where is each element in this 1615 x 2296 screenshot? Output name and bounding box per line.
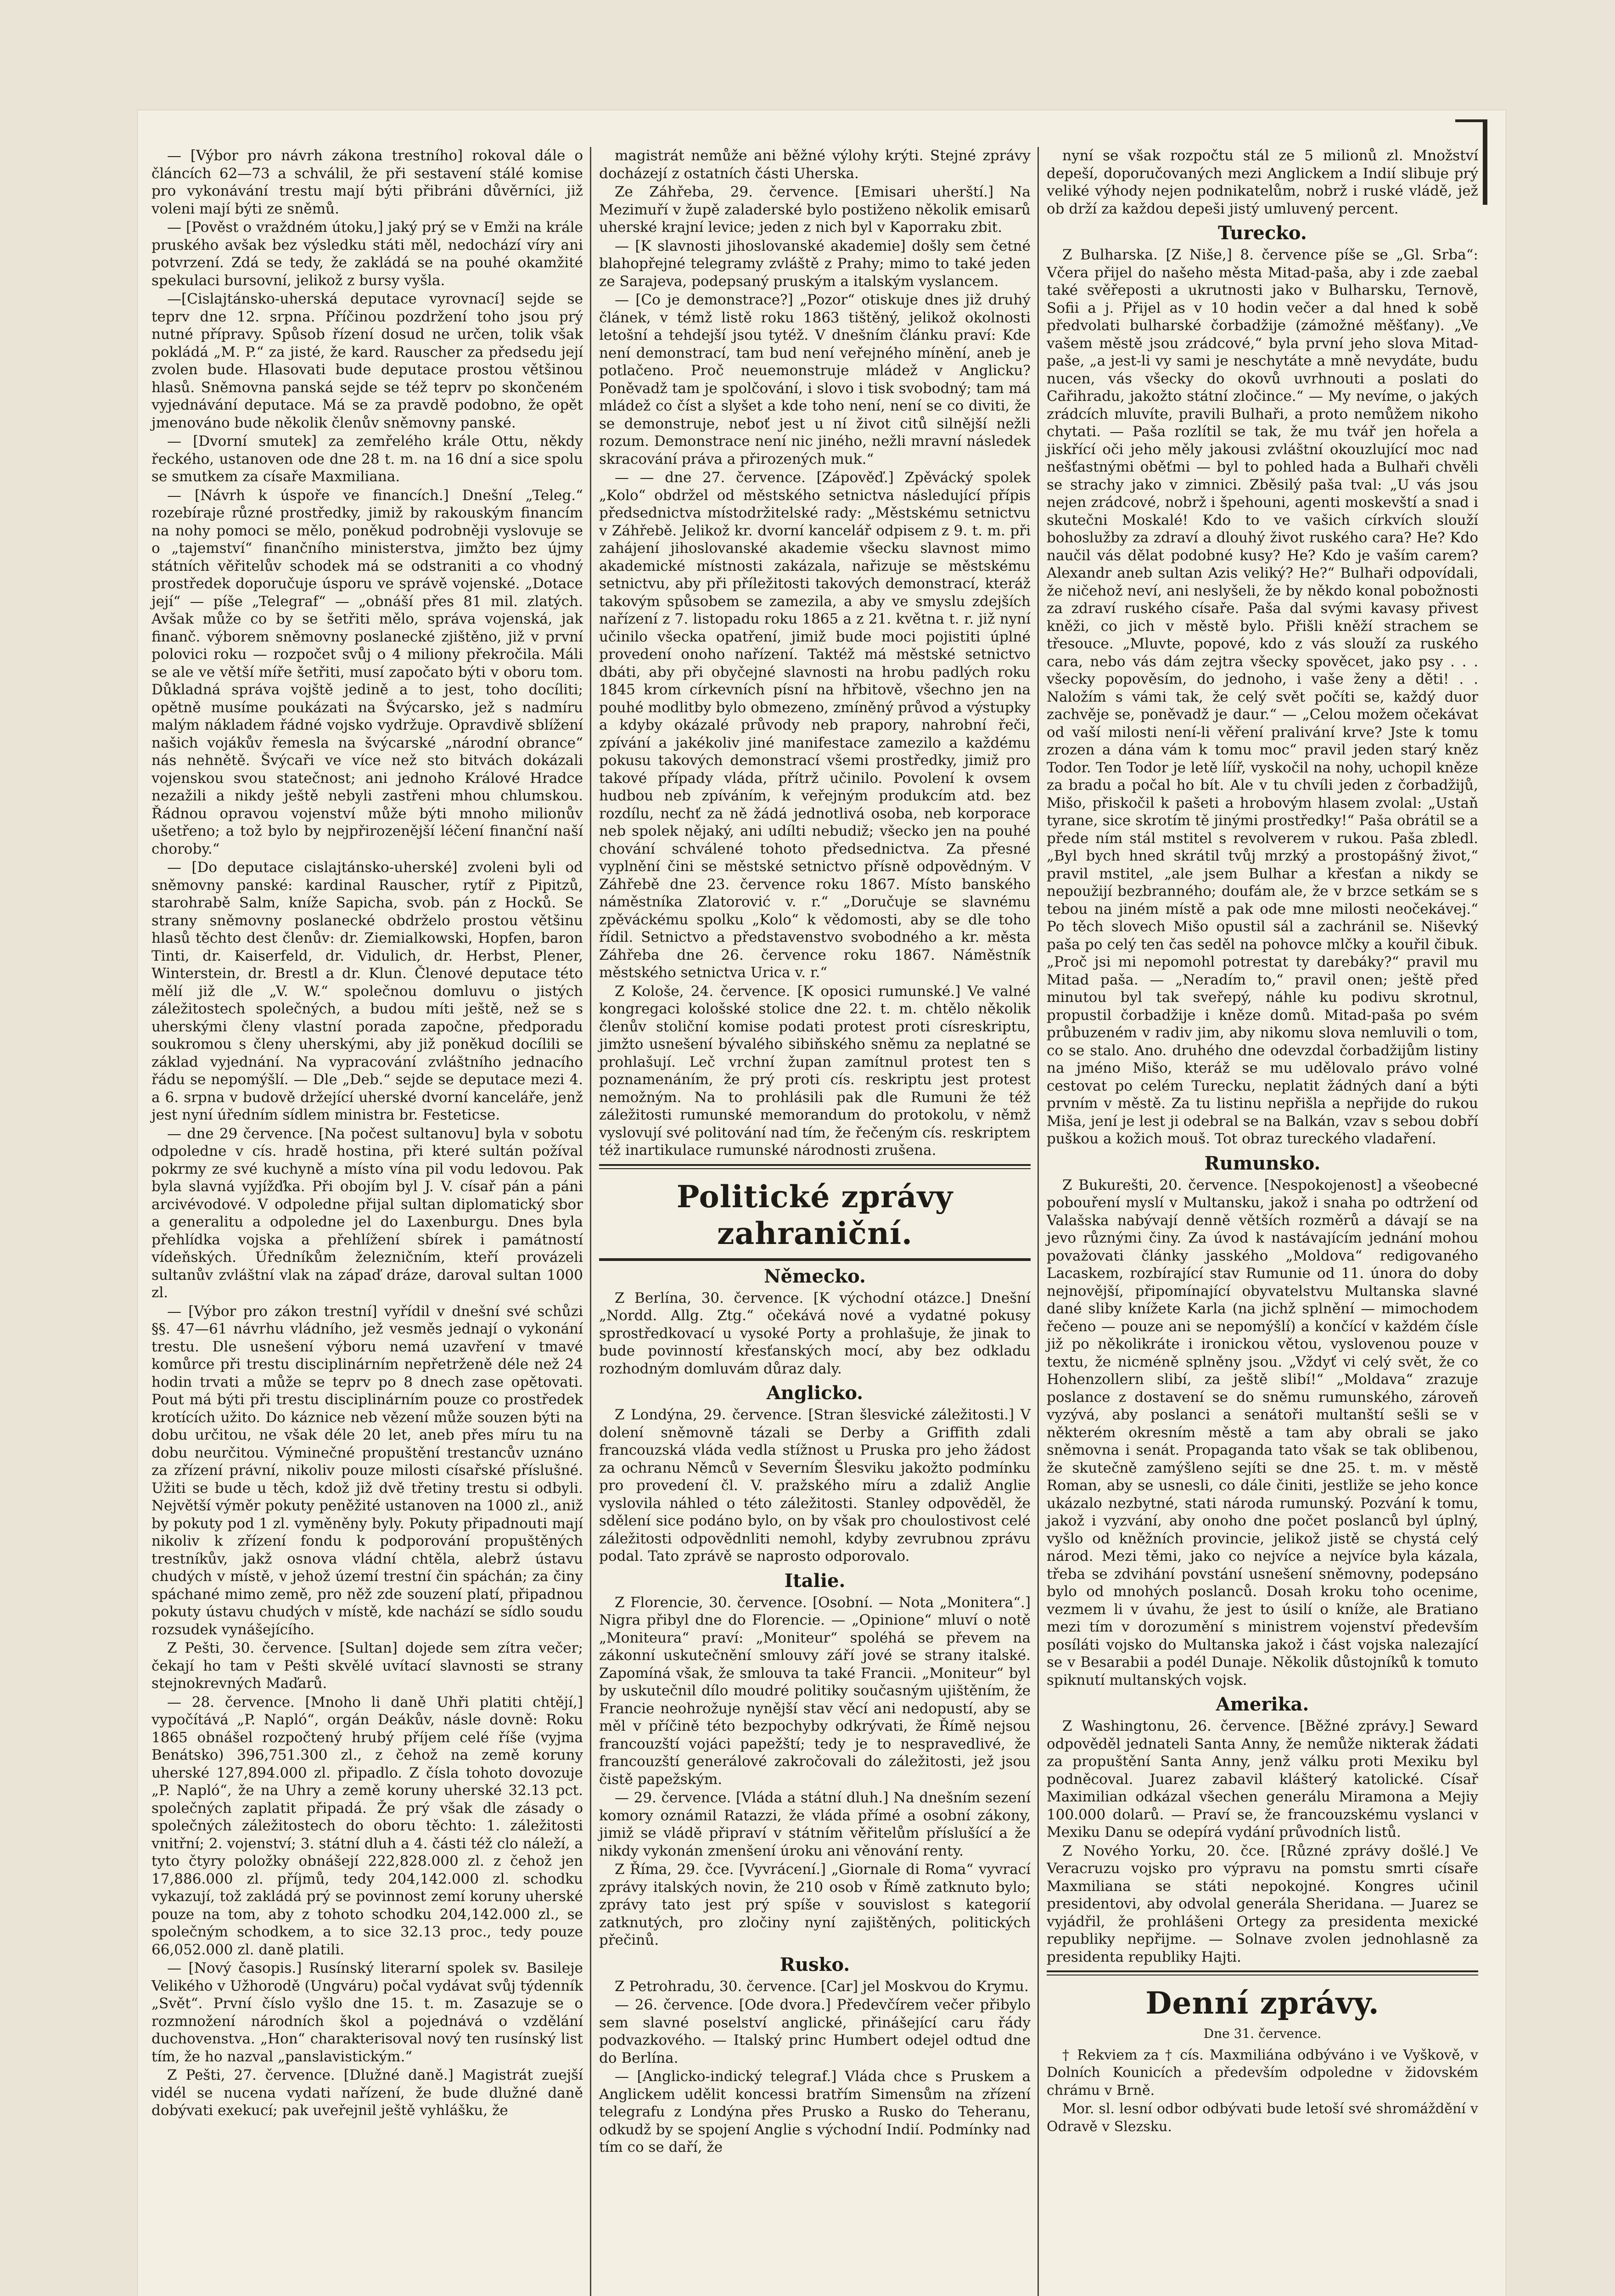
column-3 (1047, 147, 1478, 2137)
country-heading: Německo. (764, 1265, 866, 1287)
column-1 (151, 147, 583, 2121)
article-paragraph: — [Anglicko-indický telegraf.] Vláda chce s Pruskem a Anglickem udělit koncessi bratřím Simensům na zřízení telegrafu z Londýna přes Prusko a Rusko do Teheranu, odkudž by se spojení Anglie s východní Indií. Podmínky nad tím co se daří, že (599, 2068, 1031, 2155)
article-paragraph: Z Kološe, 24. července. [K oposici rumunské.] Ve valné kongregaci kološské stolice dne 22. t. m. chtělo několik členův stoliční komise podati protest proti císreskriptu, jimžto usnešení bývalého sibiňského sněmu za neplatné se prohlašují. Leč vrchní župan zamítnul protest ten s poznamenáním, že prý proti cís. reskriptu jest protest nemožným. Na to prohlásili pak dle Rumuni že též záležitosti rumunské memorandum do protokolu, v němž vyslovují své politování nad tím, že řečeným cís. reskriptem též inartikulace rumunské národnosti zrušena. (599, 983, 1031, 1159)
article-paragraph: — [Výbor pro návrh zákona trestního] rokoval dále o článcích 62—73 a schválil, že při sestavení stálé komise pro vykonávání trestu mají býti přibráni důvěrníci, již voleni mají býti ze sněmů. (151, 147, 583, 217)
article-paragraph: Z Pešti, 27. července. [Dlužné daně.] Magistrát zuejší vidél se nucena vydati nařízení, že bude dlužné daně dobývati exekucí; pak uveřejnil ještě vyhlášku, že (151, 2067, 583, 2119)
country-heading: Anglicko. (766, 1382, 864, 1404)
article-paragraph: Z Petrohradu, 30. července. [Car] jel Moskvou do Krymu. (615, 1978, 1029, 1995)
column-rule (590, 147, 591, 2296)
article-paragraph: Z Říma, 29. čce. [Vyvrácení.] „Giornale di Roma“ vyvrací zprávy italských novin, že 210 osob v Římě zatknuto bylo; zprávy tato jest prý spíše v souvislost s kategorií zatknutých, pro zločiny nyní zajištěných, politických přečinů. (599, 1861, 1031, 1948)
article-paragraph: nyní se však rozpočtu stál ze 5 milionů zl. Množství depeší, doporučovaných mezi Anglickem a Indií slibuje prý veliké výhody nejen podnikatelům, nobrž i ruské vládě, jež ob drží za každou depeši jistý umluvený percent. (1047, 147, 1478, 217)
newspaper-page (138, 110, 1506, 2296)
country-heading: Rusko. (779, 1953, 850, 1975)
article-paragraph: magistrát nemůže ani běžné výlohy krýti. Stejné zprávy docházejí z ostatních části Uherska. (599, 147, 1031, 182)
article-paragraph: Ze Záhřeba, 29. července. [Emisari uherští.] Na Mezimuří v župě zaladerské bylo postiženo několik emisarů uherské krajní levice; jeden z nich byl v Kaporraku zbit. (599, 184, 1031, 236)
article-paragraph: — [Dvorní smutek] za zemřelého krále Ottu, někdy řeckého, ustanoven ode dne 28 t. m. na 16 dní a sice spolu se smutkem za císaře Maxmiliana. (151, 433, 583, 485)
article-paragraph: — [Do deputace cislajtánsko-uherské] zvoleni byli od sněmovny panské: kardinal Rauscher, rytíř z Pipitzů, starohrabě Salm, kníže Sapicha, svob. pán z Hocků. Se strany sněmovny poslanecké obdrželo prostou většinu hlasů těchto dest členův: dr. Ziemialkowski, Hopfen, baron Tinti, dr. Kaiserfeld, dr. Vidulich, dr. Herbst, Plener, Winterstein, dr. Brestl a dr. Klun. Členové deputace této mělí již dle „V. W.“ společnou domluvu o jistých záležitostech společných, a budou míti ještě, než se s uherskými členy vlastní porada započne, předporadu soukromou s členy uherskými, aby již poněkud docílili se základ vyjednání. Na vypracování zvláštního jednacího řádu se nepomýšlí. — Dle „Deb.“ sejde se deputace mezi 4. a 6. srpna v budově držející uherské dvorní kanceláře, jenž jest nyní úředním sídlem ministra br. Festeticse. (151, 859, 583, 1123)
dateline: Dne 31. července. (1203, 2026, 1322, 2041)
article-paragraph: —[Cislajtánsko-uherská deputace vyrovnací] sejde se teprv dne 12. srpna. Příčinou pozdržení toho jsou prý nutné přípravy. Spůsob řízení dosud ne určen, tolik však pokládá „M. P.“ za jisté, že kard. Rauscher za předsedu její zvolen bude. Hlasovati bude deputace prostou většinou hlasů. Sněmovna panská sejde se též teprv po skončeném vyjednávání deputace. Má se za pravdě podobno, že opět jmenováno bude několik členův sněmovny panské. (151, 291, 583, 431)
article-paragraph: — 26. července. [Ode dvora.] Předevčírem večer přibylo sem slavné poselství anglické, přinášející caru řády podvazkového. — Italský princ Humbert odejel odtud dne do Berlína. (599, 1997, 1031, 2066)
article-paragraph: — — dne 27. července. [Zápověď.] Zpěvácký spolek „Kolo“ obdržel od městského setnictva následující přípis předsednictva místodržitelské rady: „Městskému setnictvu v Záhřebě. Jelikož kr. dvorní kancelář odpisem z 9. t. m. při zahájení jihoslovanské akademie všecku slavnost mimo akademické místnosti zakázala, nařizuje se městskému setnictvu, aby při příležitosti takových demonstrací, kteráž takovým spůsobem se zamezila, a aby ve smyslu zdejších nařízení z 7. listopadu roku 1865 a z 21. května t. r. již nyní učinilo všecka opatření, jimiž bude moci pojistiti úplné provedení onoho nařízení. Taktéž má městské setnictvo dbáti, aby při obyčejné slavnosti na hrobu padlých roku 1845 krom církevních písní na hřbitově, všechno jen na pouhé modlitby bylo obmezeno, zmíněný průvod a výstupky a kdyby okázalé průvody neb prapory, nahrobní řeči, zpívání a jakékoliv jiné manifestace zamezilo a každému pokusu takových demonstrací všemi prostředky, jimiž pro takové případy vláda, přítrž učinilo. Povolení k ovsem hudbou neb zpíváním, k veřejným produkcím atd. bez rozdílu, nechť za ně žádá jednotlivá osoba, neb korporace neb spolek nějaký, ani udílti nebudiž; všecko jen na pouhé chování schválené tohoto předsednictva. Za přesné vyplnění čini se městské setnictvo přísně odpovědným. V Záhřebě dne 23. července roku 1867. Místo banského náměstníka Zlatorović v. r.“ „Doručuje se slavnému zpěváckému spolku „Kolo“ k vědomosti, aby se dle toho řídil. Setnictvo a představenstvo svobodného a kr. města Záhřeba dne 26. července roku 1867. Náměstník městského setnictva Urica v. r.“ (599, 469, 1031, 981)
article-paragraph: — [Návrh k úspoře ve financích.] Dnešní „Teleg.“ rozebíraje různé prostředky, jimiž by rakouským financím na nohy pomoci se mělo, poněkud podrobněji vyslovuje se o „tajemství“ finančního ministerstva, jimžto bez újmy státních věřitelův schodek má se odstraniti a co vhodný prostředek doporučuje úsporu ve správě vojenské. „Dotace její“ — píše „Telegraf“ — „obnáší přes 81 mil. zlatých. Avšak může co by se šetřiti mělo, správa vojenská, jak finanč. výborem sněmovny poslanecké zjištěno, již v první polovici roku — rozpočet svůj o 4 miliony překročila. Máli se ale ve větší míře šetřiti, musí započato býti v oboru tom. Důkladná správa vojště jedině a to jest, toho docíliti; opětně musíme poukázati na Švýcarsko, jež s nadmíru malým nákladem řádné vojsko vydržuje. Opravdivě sblížení našich vojákův řemesla na švýcarské „národní obrance“ nás nehnětě. Švýcaři ve více než sto bitvách dokázali vojenskou svou statečnost; ani jednoho Králové Hradce nezažili a nikdy ještě nebyli zastřeni mhou chlumskou. Řádnou opravou vojenství může býti mnoho milionův ušetřeno; a tož bylo by nejpřirozenější léčení finanční naší choroby.“ (151, 487, 583, 857)
section-title-daily-news: Denní zprávy. (1145, 1985, 1379, 2021)
article-paragraph: Z Berlína, 30. července. [K východní otázce.] Dnešní „Nordd. Allg. Ztg.“ očekává nové a vydatné pokusy sprostředkovací u vysoké Porty a prohlašuje, že jinak to bude povinností křesťanských mocí, aby bez odkladu rozhodným domluvám důraz daly. (599, 1289, 1031, 1377)
section-title-foreign-news: Politické zprávy zahraniční. (676, 1178, 953, 1251)
article-paragraph: Z Bukurešti, 20. července. [Nespokojenost] a všeobecné pobouření myslí v Multansku, jakož i snaha po odtržení od Valašska nabývají denně větších rozměrů a dávají se na jevo různými činy. Za úvod k nastávajícím jednání mohou považovati články jasského „Moldova“ redigovaného Lacaskem, rozbírající stav Rumunie od 11. února do doby nejnovější, připomínající obyvatelstvu Multanska slavné dané sliby knížete Karla (na jichž splnění — mimochodem řečeno — pouze ani se nepomýšlí) a končící v každém čísle již po několikráte i ironickou větou, vyslovenou pouze v textu, že nicméně splněny jsou. „Vždyť vi celý svět, že co Hohenzollern slibí, za ještě slibí!“ „Moldava“ zrazuje poslance z dostavení se do sněmu rumunského, zároveň vyzývá, aby poslanci a senátoři multanští sešli se v některém okresním městě a tam aby obrali se jako sněmovna i senát. Propaganda tato však se tak oblibenou, že skutečně zamýšleno sejíti se dne 25. t. m. v městě Roman, aby se usnesli, co dále činiti, jestliže se jeho konce ukázalo nezbytné, stati národa rumunský. Pozvání k tomu, jakož i vyzvání, aby onoho dne počet poslanců byl úplný, vyšlo od kněžních provincie, jelikož jistě se chystá celý národ. Mezi těmi, jako co nejvíce a nejvíce byla kázala, třeba se zdvihání povstání usnešení sněmovny, podepsáno bylo od mnohých poslanců. Dosah kroku toho ocenime, vezmem li v úvahu, že jest to úsilí o kníže, ale Bratiano mezi tím v dorozumění s ministrem vojenství především posíláti vojsko do Multanska jakož i část vojska nalezající se v Besarabii a podél Dunaje. Několik důstojníků k tomuto spiknutí multanských vojsk. (1047, 1176, 1478, 1688)
article-paragraph: Z Nového Yorku, 20. čce. [Různé zprávy došlé.] Ve Veracruzu vojsko pro výpravu na pomstu smrti císaře Maxmiliana se státi nepokojné. Kongres učinil presidentovi, aby odvolal generála Sheridana. — Juarez se vyjádřil, že prohlášeni Ortegy za presidenta mexické republiky nepřijme. — Solnave zvolen jednohlasně za presidenta republiky Hajti. (1047, 1842, 1478, 1965)
country-heading: Amerika. (1216, 1694, 1309, 1715)
article-paragraph: — dne 29 července. [Na počest sultanovu] byla v sobotu odpoledne v cís. hradě hostina, při které sultán požíval pokrmy ze své kuchyně a místo vína pil vodu ledovou. Pak byla slavná vyjížďka. Při obojím byl J. V. císař pán a páni arcivévodové. V odpoledne přijal sultan diplomatický sbor a generalitu a odpoledne jel do Laxenburgu. Dnes byla přehlídka vojska a přehlížení sbírek i památností vídeňských. Úředníkům železničním, kteří provázeli sultanův zvláštní vlak na zápaď dráze, daroval sultan 1000 zl. (151, 1125, 583, 1301)
article-paragraph: — [Pověst o vraždném útoku,] jaký prý se v Emži na krále pruského avšak bez výsledku státi měl, nedochází víry ani potvrzení. Zdá se tedy, že zakládá se na pouhé okamžité spekulaci bursovní, jelikož z bursy vyšla. (151, 219, 583, 289)
section-divider (599, 1258, 1031, 1261)
country-heading: Turecko. (1218, 222, 1307, 244)
article-paragraph: — [Nový časopis.] Rusínský literarní spolek sv. Basileje Velikého v Užhorodě (Ungváru) počal vydávat svůj týdenník „Svět“. První číslo vyšlo dne 15. t. m. Zasazuje se o rozmnožení národních škol a pojednává o vzdělání duchovenstva. „Hon“ charakterisoval nový ten rusínský list tím, že ho nazval „panslavistickým.“ (151, 1960, 583, 2065)
foreign-news-countries (1047, 222, 1478, 1966)
article-paragraph: Z Washingtonu, 26. července. [Běžné zprávy.] Seward odpověděl jednateli Santa Anny, že nemůže nikterak žádati za propuštění Santa Anny, jenž válku proti Mexiku byl podněcoval. Juarez zabavil klášterý katolické. Císař Maximilian odkázal všechen generálu Miramona a Mejiy 100.000 dolarů. — Praví se, že francouzskému vyslanci v Mexiku Danu se odepírá vydání průvodních listů. (1047, 1718, 1478, 1840)
article-paragraph: Z Florencie, 30. července. [Osobní. — Nota „Monitera“.] Nigra přibyl dne do Florencie. — „Opinione“ mluví o notě „Moniteura“ praví: „Moniteur“ spoléhá se převem na zákonní uskutečnění smlouvy září jové se strany italské. Zapomíná však, že smlouva ta také Francii. „Moniteur“ byl by uskutečnil dílo moudré politiky současným ujištěním, že Francie neohrožuje nynější stav věcí ani nedopustí, aby se měl v příčině této bezpochyby odkrývati, že Římě nejsou francouzští vojáci papežští; tedy je to nespravedlivé, že francouzští generálové zakročovali do záležitosti, jež jsou čistě papežským. (599, 1594, 1031, 1788)
article-paragraph: — 29. července. [Vláda a státní dluh.] Na dnešním sezení komory oznámil Ratazzi, že vláda přímé a osobní zákony, jimiž se vládě připraví v státním věřitelům příslušící a že nikdy vykonán zmenšení úroku ani věnování renty. (599, 1790, 1031, 1859)
section-divider (599, 1164, 1031, 1169)
article-paragraph: — [Co je demonstrace?] „Pozor“ otiskuje dnes již druhý článek, v témž listě roku 1863 tištěný, jelikož okolnosti letošní a tehdejší jsou tytéž. V dnešním článku praví: Kde není demonstrací, tam bud není veřejného mínění, aneb je potlačeno. Proč neuemonstruje mládež v Anglicku? Poněvadž tam je spolčování, i slovo i tisk svobodný; tam má mládež co číst a slyšet a kde toho není, není se co diviti, že se demonstruje, neboť jest u ní život citů silnější nežli rozum. Demonstrace není nic jiného, nežli mravní následek skracování práva a přirozených muk.“ (599, 292, 1031, 467)
daily-news (1047, 2047, 1478, 2136)
column-rule (1037, 147, 1039, 2296)
article-paragraph: — [K slavnosti jihoslovanské akademie] došly sem četné blahopřejné telegramy zvláště z Prahy; mimo to také jeden ze Sarajeva, podepsaný pruským a italským vyslancem. (599, 237, 1031, 290)
article-paragraph: — 28. července. [Mnoho li daně Uhři platiti chtějí,] vypočítává „P. Napló“, orgán Deákův, násle dovně: Roku 1865 obnášel rozpočtený hrubý příjem celé říše (vyjma Benátsko) 396,751.300 zl., z čehož na země koruny uherské 127,894.000 zl. připadlo. Z čísla tohoto dovozuje „P. Napló“, že na Uhry a země koruny uherské 32.13 pct. společných zaplatit připadá. Že prý však dle zásady o společných záležitostech do oboru těchto: 1. záležitosti vnitřní; 2. vojenství; 3. státní dluh a 4. části též clo náleží, a tyto čtyry položky obnášejí 222,828.000 zl. z čehož jen 17,886.000 zl. příjmů, tedy 204,142.000 zl. schodku vykazují, tož zakládá prý se povinnost zemí koruny uherské pouze na tom, aby z tohoto schodku 204,142.000 zl., se společným schodkem, a to sice 32.13 proc., tedy pouze 66,052.000 zl. daně platili. (151, 1694, 583, 1958)
article-paragraph: Z Pešti, 30. července. [Sultan] dojede sem zítra večer; čekají ho tam v Pešti skvělé uvítací slavnosti se strany stejnokrevných Maďarů. (151, 1640, 583, 1692)
country-heading: Italie. (784, 1570, 846, 1592)
article-paragraph: † Rekviem za † cís. Maxmiliána odbýváno i ve Vyškově, v Dolních Kounicích a především odpoledne v židovském chrámu v Brně. (1047, 2047, 1478, 2099)
foreign-news-continued (1047, 147, 1478, 218)
domestic-news-continued (599, 147, 1031, 1159)
article-paragraph: Z Bulharska. [Z Niše,] 8. července píše se „Gl. Srba“: Včera přijel do našeho města Mitad-paša, aby i zde zaebal také svěřeposti a ukrutnosti jako v Bulharsku, Ternově, Sofii a j. Přijel as v 10 hodin večer a dal hned k sobě předvolati bulharské čorbadžije (zámožné měšťany). „Ve vašem městě jsou zrádcové,“ byla první jeho slova Mitad-paše, „a jest-li vy sami je neschytáte a mně nevydáte, budu nucen, vás všecky do okovů uvrhnouti a poslati do Cařihradu, jakožto státní zločince.“ — My nevíme, o jakých zrádcích mluvíte, pravili Bulhaři, a proto nemůžem nikoho chytati. — Paša rozlítil se tak, že mu tvář jen hořela a jiskřící oči jeho měly jakousi zvláštní okouzlující moc nad nešťastnými oběťmi — byl to pohled hada a Bulhaři chvěli se strachy jako v zimnici. Zběsilý paša tval: „U vás jsou nejen zrádcové, nobrž i špehouni, agenti moskevští a snad i skutečni Moskalé! Kdo to ve vašich církvích slouží bohoslužby za zdraví a dlouhý život ruského cara? He? Kdo naučil vás dělat podobné kusy? He? Kdo je vaším carem? Alexandr aneb sultan Azis veliký? He?“ Bulhaři odpovídali, že ničehož neví, ani neslyšeli, že by někdo konal pobožnosti za zdraví ruského císaře. Paša dal svými kavasy přivest kněži, co jich v městě bylo. Přišli kněží strachem se třesouce. „Mluvte, popové, kdo z vás slouží za ruského cara, nebo vás dám zejtra všecky spověcet, jako psy . . . všecky popověsím, do jednoho, i vaše ženy a děti! . . Naložím s vámi tak, že celý svět počíti se, každý duor zachvěje se, poněvadž je daur.“ — „Celou možem očekávat od vaší milosti není-li věření pralivání krve? Jste k tomu zrozen a dána vám k tomu moc“ pravil jeden starý kněz Todor. Ten Todor je letě lííř, vyskočil na nohy, uchopil kněze za bradu a počal ho bít. Ale v tu chvíli jeden z čorbadžijů, Mišo, přiskočil k pašeti a hrobovým hlasem zvolal: „Ustaň tyrane, sice skrotím tě jinými prostředky!“ Paša obrátil se a přede ním stál mstitel s revolverem v rukou. Paša zbledl. „Byl bych hned skrátil tvůj mrzký a prostopášný život,“ pravil mstitel, „ale jsem Bulhar a křesťan a nikdy se nepoužijí bezbranného; doufám ale, že v brzce setkám se s tebou na jiném místě a pak ode mne milosti neočekávej.“ Po těch slovech Mišo opustil sál a zachránil se. Niševký paša po celý ten čas seděl na pohovce mlčky a kouřil čibuk. „Proč jsi mi nepomohl potrestat ty darebáky?“ pravil mu Mitad paša. — „Neradím to,“ pravil onen; ještě před minutou byl tak sveřepý, náhle ku podivu skrotnul, propustil čorbadžije i kněze domů. Mitad-paša po svém průbuzeném v radiv jim, aby nikomu slova nemluvili o tom, co se stalo. Ano. druhého dne odevzdal čorbadžijům listiny na jméno Mišo, kteráž se mu udělovalo právo volné cestovat po celém Turecku, neplatit žádných daní a býti prvním v městě. Za tu listinu nepřišla a nepřijde do rukou Miša, jení je lest ji odebral se na Balkán, vzav s sebou dobří puškou a kožich mouš. Tot obraz tureckého vladaření. (1047, 247, 1478, 1147)
column-2 (599, 147, 1031, 2157)
article-paragraph: Z Londýna, 29. července. [Stran šlesvické záležitosti.] V dolení sněmovně tázali se Derby a Griffith zdali francouzská vláda vedla stížnost u Pruska pro jeho žádost za ochranu Němců v Severním Šlesviku jakožto podmínku pro provedení čl. V. pražského míru a zdaliž Anglie vyslovila náhled o této záležitosti. Stanley odpověděl, že sdělení sice podáno bylo, on by však pro choulostivost celé záležitosti odpovědnliti nemohl, kdyby zevrubnou zprávu podal. Tato zprávě se naprosto odporovalo. (599, 1407, 1031, 1564)
article-paragraph: — [Výbor pro zákon trestní] vyřídil v dnešní své schůzi §§. 47—61 návrhu vládního, jež vesměs jednají o vykonání trestu. Dle usnešení výboru nemá uzavření v tmavé komůrce při trestu disciplinárním nepřetrženě déle než 24 hodin trvati a může se teprv po 8 dnech zase opětovati. Pout má býti při trestu disciplinárním pouze co prostředek krotících užito. Do káznice neb vězení může souzen býti na dobu určitou, ne však déle 20 let, aneb přes míru tu na dobu neurčitou. Výminečné propuštění trestancův uznáno za zřízení právní, nikoliv pouze milosti císařské příslušné. Užiti se bude u těch, kdož již dvě třetiny trestu si odbyli. Největší výměr pokuty peněžité ustanoven na 1000 zl., aniž by pokuty pod 1 zl. vyměněny byly. Pokuty připadnouti mají nikoliv k zřízení fondu k podporování propuštěných trestníkův, jakž osnova vládní chtěla, alebrž ústavu chudých v místě, v jehož území trestní čin spáchán; za činy spáchané mimo země, pro něž zde souzení platí, připadnou pokuty ústavu chudých v místě, kde nachází se sídlo soudu rozsudek vynášejícího. (151, 1303, 583, 1638)
article-paragraph: Mor. sl. lesní odbor odbývati bude letoší své shromáždění v Odravě v Slezsku. (1047, 2101, 1478, 2135)
foreign-news (599, 1266, 1031, 2156)
country-heading: Rumunsko. (1204, 1152, 1321, 1174)
section-divider (1047, 1970, 1478, 1975)
